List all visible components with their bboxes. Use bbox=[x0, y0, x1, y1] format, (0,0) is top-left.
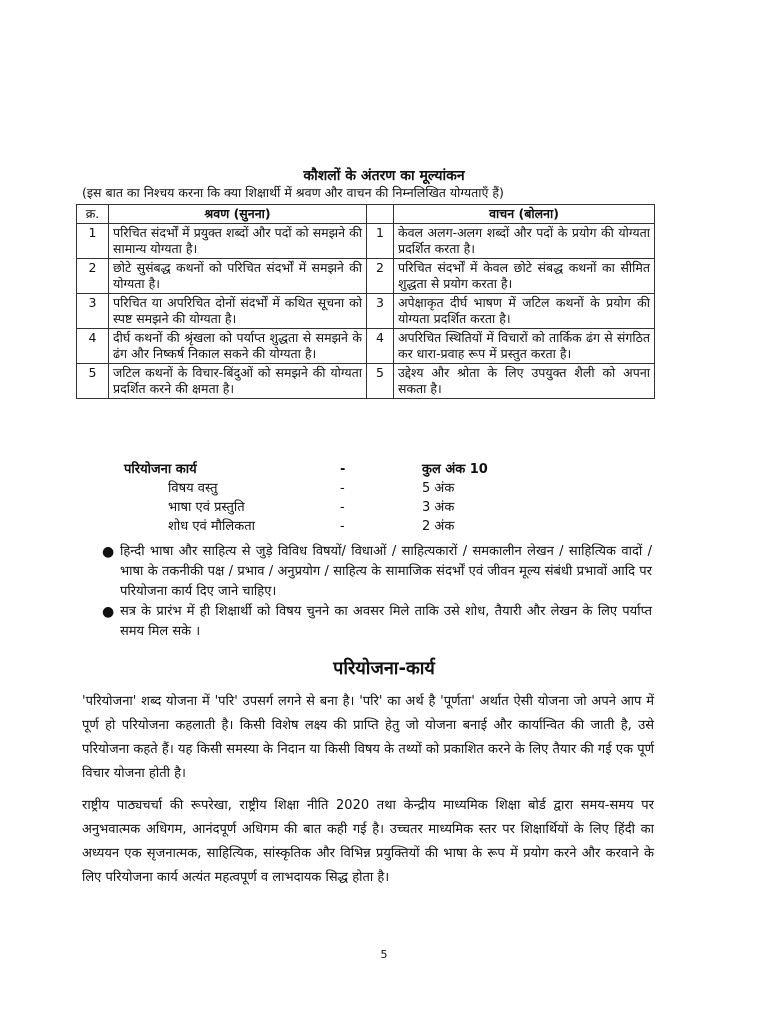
marks-dash: - bbox=[340, 462, 346, 477]
marks-value: 5 अंक bbox=[422, 481, 455, 496]
row-number: 5 bbox=[367, 364, 394, 399]
listening-cell: जटिल कथनों के विचार-बिंदुओं को समझने की योग्यता प्रदर्शित करने की क्षमता है। bbox=[109, 364, 367, 399]
marks-title: परियोजना कार्य bbox=[124, 462, 197, 477]
marks-label: शोध एवं मौलिकता bbox=[168, 519, 255, 534]
row-number: 1 bbox=[367, 224, 394, 259]
marks-label: विषय वस्तु bbox=[168, 481, 218, 496]
marks-dash: - bbox=[340, 481, 345, 496]
speaking-cell: अपरिचित स्थितियों में विचारों को तार्किक ढंग से संगठित कर धारा-प्रवाह रूप में प्रस्तुत करता है। bbox=[394, 329, 655, 364]
row-number: 5 bbox=[77, 364, 109, 399]
marks-breakdown bbox=[124, 460, 604, 536]
list-item bbox=[100, 542, 652, 602]
table-row bbox=[77, 294, 655, 329]
marks-row bbox=[124, 498, 604, 517]
page-number: 5 bbox=[380, 948, 388, 961]
header-speaking: वाचन (बोलना) bbox=[394, 205, 655, 224]
header-blank bbox=[367, 205, 394, 224]
speaking-cell: अपेक्षाकृत दीर्घ भाषण में जटिल कथनों के प्रयोग की योग्यता प्रदर्शित करता है। bbox=[394, 294, 655, 329]
listening-cell: परिचित संदर्भों में प्रयुक्त शब्दों और पदों को समझने की सामान्य योग्यता है। bbox=[109, 224, 367, 259]
guideline-list bbox=[100, 542, 652, 642]
speaking-cell: केवल अलग-अलग शब्दों और पदों के प्रयोग की योग्यता प्रदर्शित करता है। bbox=[394, 224, 655, 259]
row-number: 3 bbox=[367, 294, 394, 329]
list-item bbox=[100, 602, 652, 642]
row-number: 3 bbox=[77, 294, 109, 329]
bullet-icon: ● bbox=[102, 544, 115, 560]
header-listening: श्रवण (सुनना) bbox=[109, 205, 367, 224]
row-number: 4 bbox=[77, 329, 109, 364]
table-row bbox=[77, 259, 655, 294]
marks-row bbox=[124, 517, 604, 536]
section-title: परियोजना-कार्य bbox=[333, 658, 435, 679]
speaking-cell: परिचित संदर्भों में केवल छोटे संबद्ध कथनों का सीमित शुद्धता से प्रयोग करता है। bbox=[394, 259, 655, 294]
page-heading: कौशलों के अंतरण का मूल्यांकन bbox=[303, 168, 465, 184]
listening-cell: परिचित या अपरिचित दोनों संदर्भों में कथित सूचना को स्पष्ट समझने की योग्यता है। bbox=[109, 294, 367, 329]
paragraph: 'परियोजना' शब्द योजना में 'परि' उपसर्ग लगने से बना है। 'परि' का अर्थ है 'पूर्णता' अर्थात ऐसी योजना जो अपने आप में पूर्ण हो परियोजना कहलाती है। किसी विशेष लक्ष्य की प्राप्ति हेतु जो योजना बनाई और कार्यान्वित की जाती है, उसे परियोजना कहते हैं। यह किसी समस्या के निदान या किसी विषय के तथ्यों को प्रकाशित करने के लिए तैयार की गई एक पूर्ण विचार योजना होती है। bbox=[82, 694, 654, 781]
row-number: 2 bbox=[77, 259, 109, 294]
header-serial: क्र. bbox=[77, 205, 109, 224]
list-item-text: हिन्दी भाषा और साहित्य से जुड़े विविध विषयों/ विधाओं / साहित्यकारों / समकालीन लेखन / साहित्यिक वादों / भाषा के तकनीकी पक्ष / प्रभाव / अनुप्रयोग / साहित्य के सामाजिक संदर्भों एवं जीवन मूल्य संबंधी प्रभावों आदि पर परियोजना कार्य दिए जाने चाहिए। bbox=[120, 544, 652, 599]
marks-value: 3 अंक bbox=[422, 500, 455, 515]
table-header-row bbox=[77, 205, 655, 224]
listening-cell: दीर्घ कथनों की श्रृंखला को पर्याप्त शुद्धता से समझने के ढंग और निष्कर्ष निकाल सकने की योग्यता है। bbox=[109, 329, 367, 364]
marks-row bbox=[124, 479, 604, 498]
row-number: 4 bbox=[367, 329, 394, 364]
bullet-icon: ● bbox=[102, 604, 115, 620]
table-row bbox=[77, 364, 655, 399]
list-item-text: सत्र के प्रारंभ में ही शिक्षार्थी को विषय चुनने का अवसर मिले ताकि उसे शोध, तैयारी और लेखन के लिए पर्याप्त समय मिल सके । bbox=[120, 604, 652, 639]
marks-header-row bbox=[124, 460, 604, 479]
table-row bbox=[77, 329, 655, 364]
listening-cell: छोटे सुसंबद्ध कथनों को परिचित संदर्भों में समझने की योग्यता है। bbox=[109, 259, 367, 294]
marks-total: कुल अंक 10 bbox=[422, 462, 488, 477]
row-number: 1 bbox=[77, 224, 109, 259]
marks-label: भाषा एवं प्रस्तुति bbox=[168, 500, 245, 515]
marks-dash: - bbox=[340, 500, 345, 515]
paragraph: राष्ट्रीय पाठ्यचर्चा की रूपरेखा, राष्ट्रीय शिक्षा नीति 2020 तथा केन्द्रीय माध्यमिक शिक्षा बोर्ड द्वारा समय-समय पर अनुभवात्मक अधिगम, आनंदपूर्ण अधिगम की बात कही गई है। उच्चतर माध्यमिक स्तर पर शिक्षार्थियों के लिए हिंदी का अध्ययन एक सृजनात्मक, साहित्यिक, सांस्कृतिक और विभिन्न प्रयुक्तियों की भाषा के रूप में प्रयोग करने और करवाने के लिए परियोजना कार्य अत्यंत महत्वपूर्ण व लाभदायक सिद्ध होता है। bbox=[82, 798, 654, 885]
row-number: 2 bbox=[367, 259, 394, 294]
marks-dash: - bbox=[340, 519, 345, 534]
table-row bbox=[77, 224, 655, 259]
marks-value: 2 अंक bbox=[422, 519, 455, 534]
page-subheading: (इस बात का निश्चय करना कि क्या शिक्षार्थी में श्रवण और वाचन की निम्नलिखित योग्यताएँ हैं) bbox=[82, 185, 504, 200]
speaking-cell: उद्देश्य और श्रोता के लिए उपयुक्त शैली को अपना सकता है। bbox=[394, 364, 655, 399]
skills-table bbox=[76, 204, 655, 399]
